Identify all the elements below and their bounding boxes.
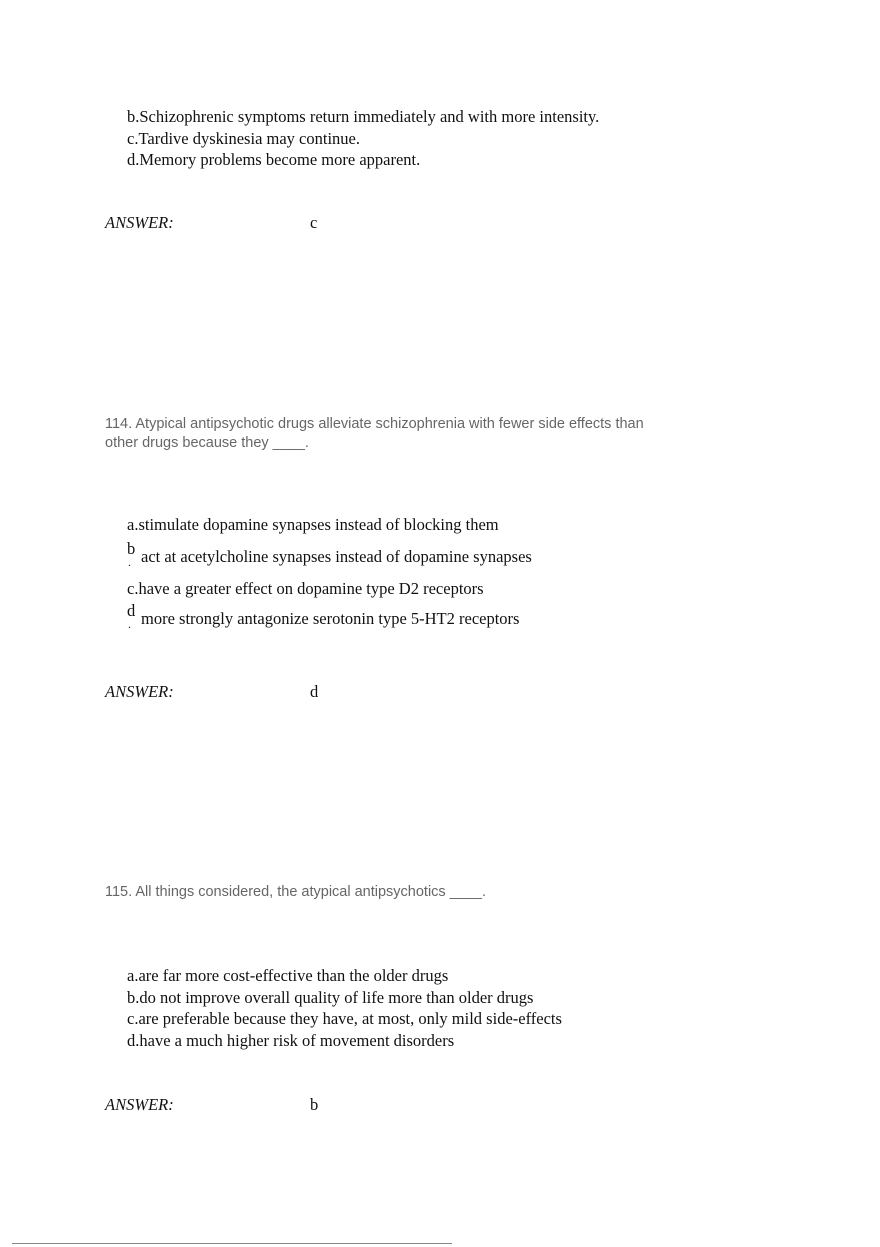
question-line: 114. Atypical antipsychotic drugs alleviate schizophrenia with fewer side effects than <box>105 416 644 432</box>
option-text: do not improve overall quality of life more than older drugs <box>139 988 534 1007</box>
question-text: 115. All things considered, the atypical antipsychotics ____. <box>105 884 486 900</box>
footer-divider <box>12 1243 452 1244</box>
option-letter: a. <box>127 966 139 985</box>
option-text: are far more cost-effective than the older drugs <box>138 966 449 985</box>
option-letter: c. <box>127 1009 139 1028</box>
option-letter: d. <box>127 1031 140 1050</box>
option-letter: c. <box>127 579 139 598</box>
answer-label: ANSWER: <box>105 1095 174 1114</box>
option-dot: . <box>128 617 131 631</box>
option-a <box>127 515 499 535</box>
option-text: are preferable because they have, at most, only mild side-effects <box>138 1009 562 1028</box>
option-dot: . <box>128 555 131 569</box>
answer-label: ANSWER: <box>105 682 174 701</box>
option-text: Tardive dyskinesia may continue. <box>138 129 360 148</box>
answer-value: d <box>310 682 319 701</box>
option-letter: b <box>127 539 136 558</box>
option-letter: d. <box>127 150 140 169</box>
option-letter: b. <box>127 988 140 1007</box>
option-text: stimulate dopamine synapses instead of blocking them <box>138 515 499 534</box>
answer-label: ANSWER: <box>105 213 174 232</box>
option-c <box>127 579 484 599</box>
question-line: other drugs because they ____. <box>105 435 309 451</box>
option-d <box>127 150 420 170</box>
answer-value: b <box>310 1095 319 1114</box>
option-d <box>127 1031 454 1051</box>
answer-value: c <box>310 213 318 232</box>
option-letter: d <box>127 601 136 620</box>
option-letter: c. <box>127 129 139 148</box>
option-c <box>127 129 360 149</box>
option-text: more strongly antagonize serotonin type 5-HT2 receptors <box>141 609 520 628</box>
option-b <box>127 107 599 127</box>
option-text: Memory problems become more apparent. <box>139 150 421 169</box>
question-text <box>105 415 644 453</box>
option-c <box>127 1009 562 1029</box>
option-a <box>127 966 448 986</box>
option-b <box>127 988 533 1008</box>
option-text: have a much higher risk of movement disorders <box>139 1031 455 1050</box>
option-letter: b. <box>127 107 140 126</box>
option-text: have a greater effect on dopamine type D2 receptors <box>138 579 484 598</box>
option-text: Schizophrenic symptoms return immediately and with more intensity. <box>139 107 600 126</box>
option-letter: a. <box>127 515 139 534</box>
option-text: act at acetylcholine synapses instead of dopamine synapses <box>141 547 532 566</box>
